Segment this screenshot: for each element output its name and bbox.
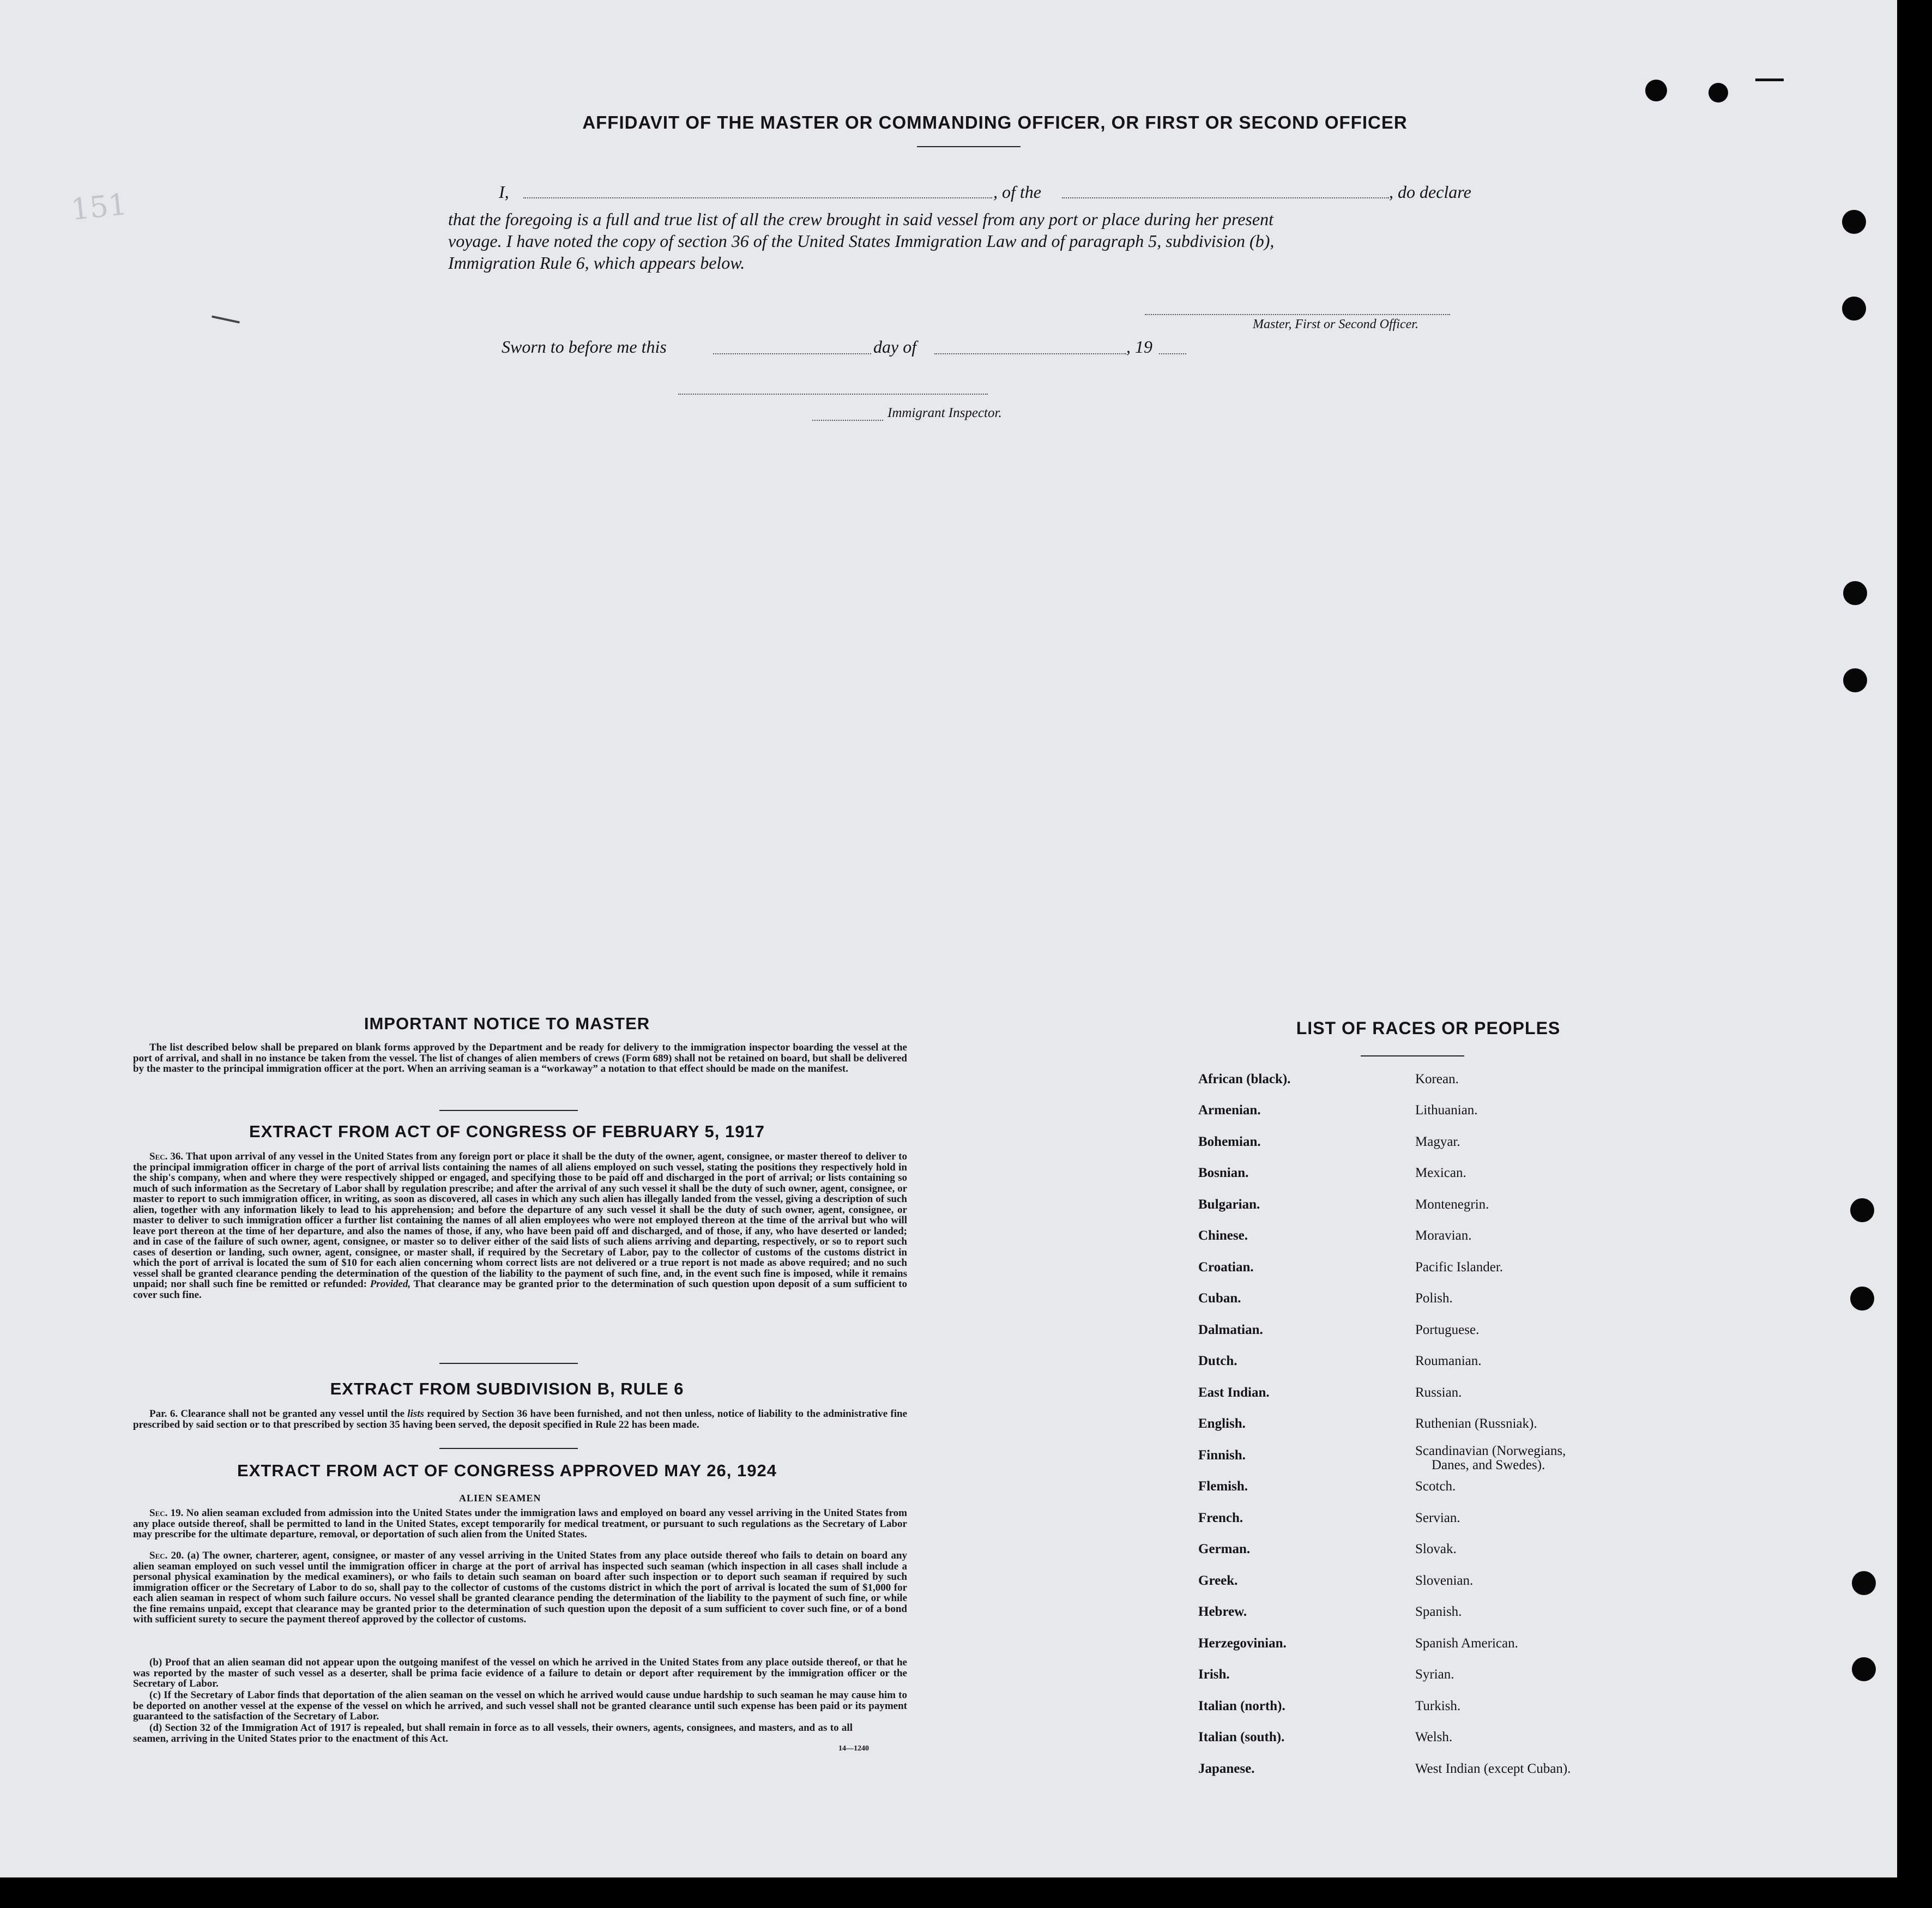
sec-20d-text: (d) Section 32 of the Immigration Act of 1917 is repealed, but shall remain in force as to all vessels, their owners, agents, consignees, and masters, and as to all seamen, arriving in the United States prior to the enactment of this Act.: [133, 1722, 853, 1744]
rule-6-text: [133, 1409, 907, 1430]
sec-19-text: [133, 1508, 907, 1540]
sec-19-label: Sec. 19.: [149, 1507, 184, 1519]
punch-hole: [1843, 581, 1867, 605]
race-item: Bosnian.: [1198, 1166, 1249, 1180]
punch-hole: [1842, 210, 1866, 234]
race-item: African (black).: [1198, 1072, 1291, 1086]
race-item: Montenegrin.: [1415, 1197, 1489, 1212]
race-item: Slovenian.: [1415, 1573, 1474, 1588]
race-item: Japanese.: [1198, 1761, 1255, 1776]
punch-hole: [1852, 1571, 1876, 1595]
race-item: Italian (north).: [1198, 1699, 1285, 1713]
race-item: Dutch.: [1198, 1354, 1237, 1368]
sworn-year-field[interactable]: [1159, 353, 1186, 354]
punch-hole: [1708, 83, 1728, 102]
sworn-day-label: day of: [873, 337, 917, 357]
declarant-name-field[interactable]: [523, 197, 992, 198]
lists-word: lists: [407, 1408, 424, 1420]
races-title-rule: [1361, 1055, 1464, 1056]
race-item: Roumanian.: [1415, 1354, 1482, 1368]
race-item: Spanish.: [1415, 1604, 1462, 1619]
race-item: Cuban.: [1198, 1291, 1241, 1306]
race-item: West Indian (except Cuban).: [1415, 1761, 1571, 1776]
extract-1917-text: [133, 1151, 907, 1300]
race-item: Polish.: [1415, 1291, 1453, 1306]
rule-6-text-a: Par. 6. Clearance shall not be granted any vessel until the: [149, 1408, 404, 1420]
race-item: Greek.: [1198, 1573, 1238, 1588]
inspector-label: Immigrant Inspector.: [887, 406, 1002, 420]
race-item: Scotch.: [1415, 1479, 1456, 1494]
race-item: Lithuanian.: [1415, 1103, 1478, 1118]
race-item: Portuguese.: [1415, 1323, 1480, 1337]
rule-6-title: EXTRACT FROM SUBDIVISION B, RULE 6: [330, 1379, 684, 1398]
race-item: Dalmatian.: [1198, 1323, 1263, 1337]
affidavit-body-line2: that the foregoing is a full and true list of all the crew brought in said vessel from any port or place during her present: [448, 209, 1273, 229]
pen-mark: [1755, 79, 1784, 81]
punch-hole: [1852, 1657, 1876, 1681]
race-item: Chinese.: [1198, 1228, 1248, 1243]
sec-20b-text: (b) Proof that an alien seaman did not appear upon the outgoing manifest of the vessel on which he arrived in the United States from any place outside thereof, or that he was reported by the master of such vessel as a deserter, shall be prima facie evidence of a failure to detain or deport after requirement by the immigration officer or the Secretary of Labor.: [133, 1657, 907, 1689]
section-rule: [439, 1110, 578, 1111]
stray-mark: [212, 316, 240, 324]
sworn-prefix: Sworn to before me this: [502, 337, 667, 357]
affidavit-line1-i: I,: [499, 182, 509, 202]
sec-20a-body: (a) The owner, charterer, agent, consignee, or master of any vessel arriving in the United States from any place outside thereof who fails to detain on board any alien seaman employed on such vessel until the immigration officer in charge at the port of arrival has inspected such seaman (which inspection in all cases shall include a personal physical examination by the medical examiners), or who fails to detain such seaman on board after such inspection or to deport such seaman if required by such immigration officer or the Secretary of Labor to do so, shall pay to the collector of customs of the customs district in which the port of arrival is located the sum of $1,000 for each alien seaman in respect of whom such failure occurs. No vessel shall be granted clearance pending the determination of the liability to the payment of such fine, or while the fine remains unpaid, except that clearance may be granted prior to the determination of such question upon the deposit of a sum sufficient to cover such fine, or of a bond with sufficient surety to secure the payment thereof approved by the collector of customs.: [133, 1550, 907, 1625]
section-rule: [439, 1363, 578, 1364]
sworn-year-label: , 19: [1126, 337, 1152, 357]
race-item: Finnish.: [1198, 1448, 1246, 1463]
race-item: Russian.: [1415, 1385, 1462, 1400]
margin-pencil-mark: 151: [69, 186, 129, 227]
punch-hole: [1645, 80, 1667, 101]
race-item: Ruthenian (Russniak).: [1415, 1416, 1537, 1431]
inspector-leader: [812, 420, 883, 421]
sec-19-body: No alien seaman excluded from admission into the United States under the immigration laws and employed on board any vessel arriving in the United States from any place outside thereof, shall be permitted to land in the United States, except temporarily for medical treatment, or pursuant to such regulations as the Secretary of Labor may prescribe for the ultimate departure, removal, or deportation of such alien from the United States.: [133, 1507, 907, 1540]
affidavit-line1-of-the: , of the: [993, 182, 1041, 202]
race-item: French.: [1198, 1511, 1243, 1525]
punch-hole: [1843, 668, 1867, 692]
race-item: Turkish.: [1415, 1699, 1461, 1713]
sworn-month-field[interactable]: [934, 353, 1126, 354]
punch-hole: [1850, 1198, 1874, 1222]
race-item: Italian (south).: [1198, 1730, 1285, 1744]
race-item: Bulgarian.: [1198, 1197, 1260, 1212]
race-item: Welsh.: [1415, 1730, 1453, 1744]
affidavit-title: AFFIDAVIT OF THE MASTER OR COMMANDING OFFICER, OR FIRST OR SECOND OFFICER: [582, 112, 1408, 132]
sec-36-end: That clearance may be granted prior to the determination of such question upon deposit of a sum sufficient to cover such fine.: [133, 1278, 907, 1301]
extract-1917-title: EXTRACT FROM ACT OF CONGRESS OF FEBRUARY 5, 1917: [249, 1122, 765, 1141]
provided-word: Provided,: [370, 1278, 411, 1290]
race-item: Irish.: [1198, 1667, 1230, 1682]
race-item: Pacific Islander.: [1415, 1260, 1504, 1275]
sec-20a-text: [133, 1550, 907, 1625]
inspector-signature-field[interactable]: [678, 394, 988, 395]
notice-title: IMPORTANT NOTICE TO MASTER: [364, 1014, 650, 1033]
race-item: English.: [1198, 1416, 1246, 1431]
race-item: Servian.: [1415, 1511, 1460, 1525]
affidavit-line1-do-declare: , do declare: [1389, 182, 1471, 202]
race-item: Moravian.: [1415, 1228, 1472, 1243]
affidavit-body-line3: voyage. I have noted the copy of section 36 of the United States Immigration Law and of paragraph 5, subdivision (b),: [448, 231, 1275, 251]
race-item: Flemish.: [1198, 1479, 1248, 1494]
race-item: Syrian.: [1415, 1667, 1454, 1682]
race-item: Slovak.: [1415, 1542, 1457, 1556]
race-item: Mexican.: [1415, 1166, 1466, 1180]
races-title: LIST OF RACES OR PEOPLES: [1296, 1018, 1561, 1038]
sec-20-label: Sec. 20.: [149, 1550, 184, 1561]
race-item: Bohemian.: [1198, 1134, 1261, 1149]
race-item: Hebrew.: [1198, 1604, 1247, 1619]
punch-hole: [1850, 1287, 1874, 1311]
race-item: Armenian.: [1198, 1103, 1261, 1118]
race-item: Croatian.: [1198, 1260, 1254, 1275]
race-item-continuation: Danes, and Swedes).: [1432, 1458, 1545, 1472]
sworn-day-field[interactable]: [713, 353, 871, 354]
title-rule: [917, 146, 1021, 147]
punch-hole: [1842, 297, 1866, 321]
rule-6-text-b: required by Section 36 have been furnished, and not then unless, notice of liability to the administrative fine prescribed by said section or to that prescribed by section 35 having been served, the deposit specified in Rule 22 has been made.: [133, 1408, 908, 1430]
race-item: Herzegovinian.: [1198, 1636, 1287, 1651]
sec-36-body: That upon arrival of any vessel in the United States from any foreign port or place it shall be the duty of the owner, agent, consignee, or master thereof to deliver to the principal immigration officer in charge of the port of arrival lists containing the names of all aliens employed on such vessel, stating the positions they respectively hold in the ship's company, when and where they were respectively shipped or engaged, and specifying those to be paid off and discharged in the port of arrival; or lists containing so much of such information as the Secretary of Labor shall by regulation prescribe; and after the arrival of any such vessel it shall be the duty of such owner, agent, consignee, or master to report to such immigration officer, in writing, as soon as discovered, all cases in which any such alien has illegally landed from the vessel, giving a description of such alien, together with any information likely to lead to his apprehension; and before the departure of any such vessel it shall be the duty of such owner, agent, consignee, or master to deliver to such immigration officer a further list containing the names of all alien employees who were not employed thereon at the time of the arrival but who will leave port thereon at the time of her departure, and also the names of those, if any, who have been paid off and discharged, and of those, if any, who have deserted or landed; and in case of the failure of such owner, agent, consignee, or master so to deliver either of the said lists of such aliens arriving and departing, respectively, or so to report such cases of desertion or landing, such owner, agent, consignee, or master shall, if required by the Secretary of Labor, pay to the collector of customs of the customs district in which the port of arrival is located the sum of $10 for each alien concerning whom correct lists are not delivered or a true report is not made as above required; and no such vessel shall be granted clearance pending the determination of the question of the liability to the payment of such fine, and, in the event such fine is imposed, while it remains unpaid; nor shall such fine be remitted or refunded:: [133, 1151, 907, 1290]
race-item: East Indian.: [1198, 1385, 1270, 1400]
extract-1924-title: EXTRACT FROM ACT OF CONGRESS APPROVED MAY 26, 1924: [237, 1461, 777, 1480]
race-item: Scandinavian (Norwegians,: [1415, 1444, 1566, 1458]
race-item: German.: [1198, 1542, 1251, 1556]
race-item: Korean.: [1415, 1072, 1459, 1086]
section-rule: [439, 1448, 578, 1449]
race-item: Spanish American.: [1415, 1636, 1518, 1651]
officer-signature-field[interactable]: [1145, 314, 1450, 315]
notice-text: The list described below shall be prepared on blank forms approved by the Department and be ready for delivery to the immigration inspector boarding the vessel at the port of arrival, and shall in no instance be taken from the vessel. The list of changes of alien members of crews (Form 689) shall not be retained on board, but shall be delivered by the master to the principal immigration officer at the port. When an arriving seaman is a “workaway” a notation to that effect should be made on the manifest.: [133, 1042, 907, 1074]
affidavit-body-line4: Immigration Rule 6, which appears below.: [448, 253, 745, 273]
form-number: 14—1240: [838, 1744, 869, 1753]
officer-signature-label: Master, First or Second Officer.: [1253, 317, 1418, 331]
sec-36-label: Sec. 36.: [149, 1151, 184, 1162]
sec-20c-text: (c) If the Secretary of Labor finds that deportation of the alien seaman on the vessel on which he arrived would cause undue hardship to such seaman he may cause him to be deported on another vessel at the expense of the vessel on which he arrived, and such vessel shall not be granted clearance until such expense has been paid or its payment guaranteed to the satisfaction of the Secretary of Labor.: [133, 1689, 907, 1722]
vessel-name-field[interactable]: [1062, 197, 1389, 198]
race-item: Magyar.: [1415, 1134, 1460, 1149]
alien-seamen-subtitle: ALIEN SEAMEN: [459, 1493, 541, 1504]
